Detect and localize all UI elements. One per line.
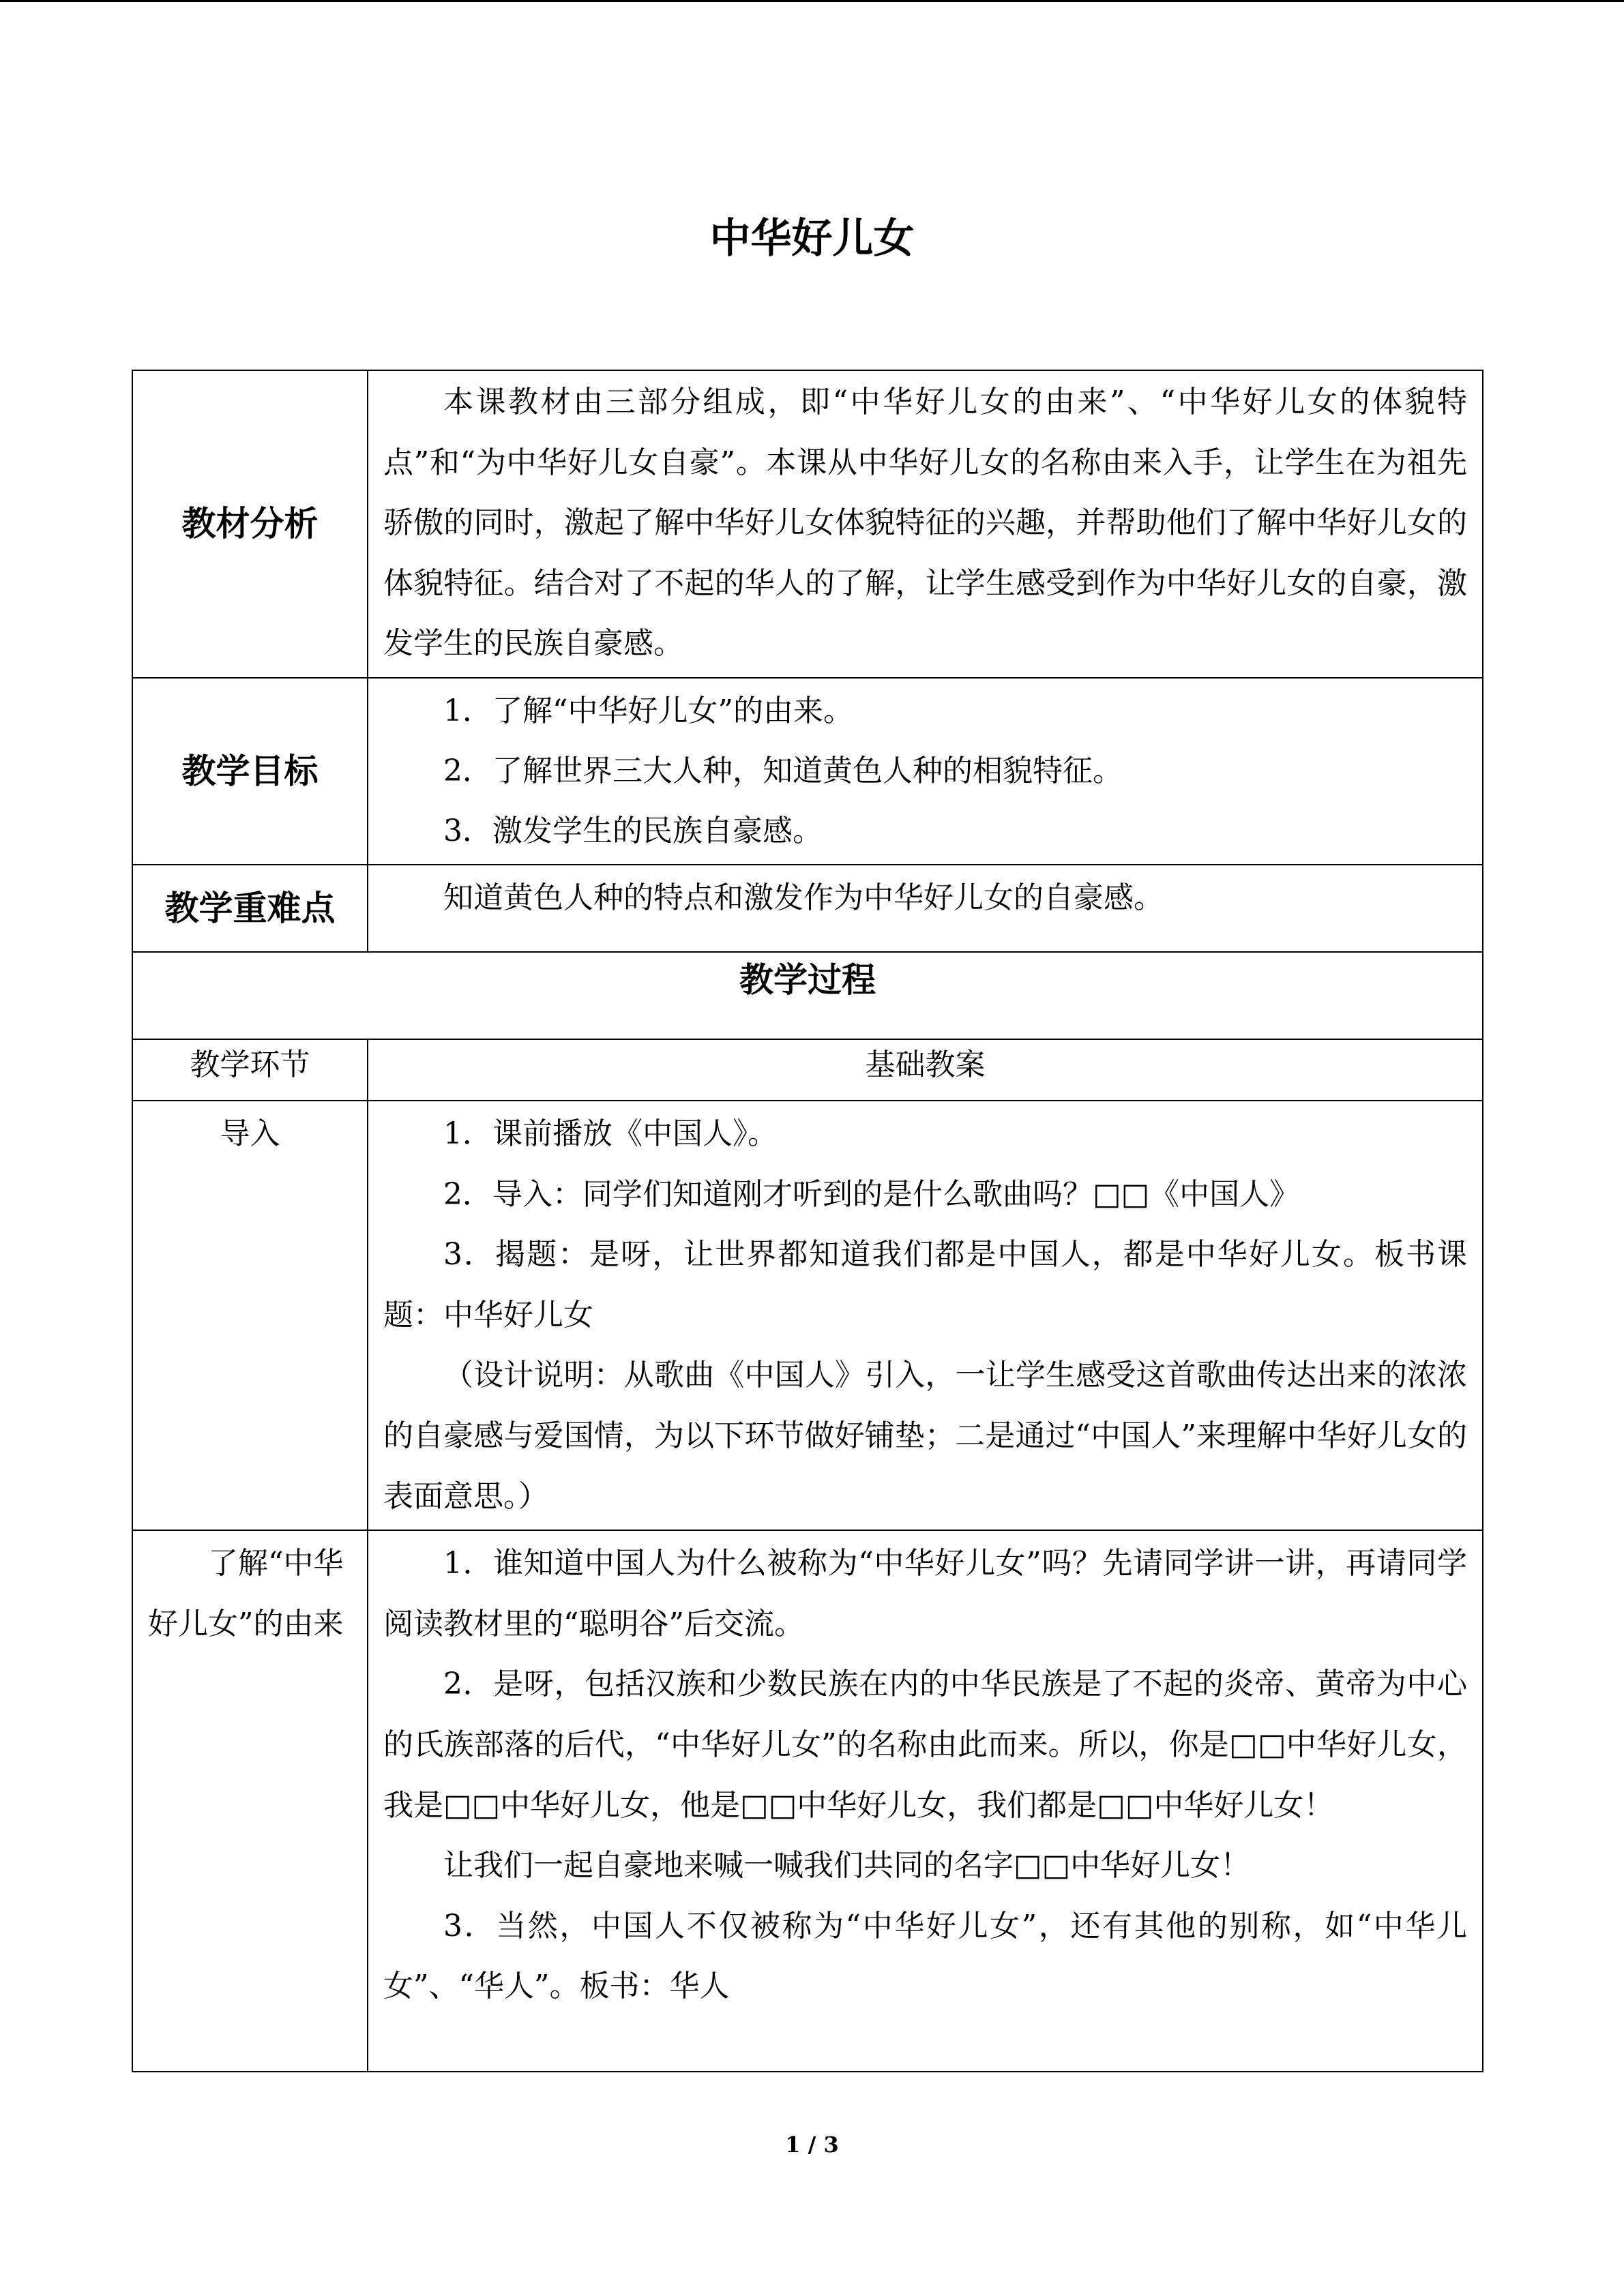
- row-process-title: [132, 952, 1483, 1039]
- row-stage-intro: [132, 1101, 1483, 1530]
- stage-paragraph: 2．导入：同学们知道刚才听到的是什么歌曲吗？□□《中国人》: [443, 1176, 1300, 1212]
- row-key-points: [132, 865, 1483, 952]
- stage-label-cell: [132, 1530, 368, 2072]
- lesson-plan-table: [132, 370, 1483, 2072]
- label-teaching-goals: 教学目标: [132, 678, 368, 865]
- stage-label: 导入: [220, 1116, 280, 1151]
- row-textbook-analysis: [132, 370, 1483, 678]
- stage-label-cell: [132, 1101, 368, 1530]
- label-key-points: 教学重难点: [132, 865, 368, 952]
- goal-item: 1．了解“中华好儿女”的由来。: [443, 693, 853, 728]
- content-teaching-goals: [368, 678, 1483, 865]
- row-process-header: [132, 1039, 1483, 1101]
- stage-paragraph: 3．揭题：是呀，让世界都知道我们都是中国人，都是中华好儿女。板书课题：中华好儿女: [383, 1237, 1467, 1332]
- header-plan: 基础教案: [368, 1039, 1483, 1101]
- key-points-paragraph: 知道黄色人种的特点和激发作为中华好儿女的自豪感。: [443, 880, 1164, 915]
- process-section-title: 教学过程: [132, 952, 1483, 1039]
- goal-item: 2．了解世界三大人种，知道黄色人种的相貌特征。: [443, 753, 1123, 788]
- header-stage: 教学环节: [132, 1039, 368, 1101]
- page-number: 1 / 3: [785, 2132, 839, 2158]
- stage-paragraph: 让我们一起自豪地来喊一喊我们共同的名字□□中华好儿女！: [443, 1848, 1251, 1883]
- label-textbook-analysis: 教材分析: [132, 370, 368, 678]
- stage-content-cell: [368, 1101, 1483, 1530]
- stage-paragraph: 1．课前播放《中国人》。: [443, 1116, 778, 1151]
- content-key-points: [368, 865, 1483, 952]
- goal-item: 3．激发学生的民族自豪感。: [443, 813, 823, 848]
- document-title: 中华好儿女: [709, 215, 915, 263]
- row-teaching-goals: [132, 678, 1483, 865]
- content-textbook-analysis: [368, 370, 1483, 678]
- stage-label: 了解“中华好儿女”的由来: [148, 1546, 344, 1641]
- stage-content-cell: [368, 1530, 1483, 2072]
- stage-paragraph: （设计说明：从歌曲《中国人》引入，一让学生感受这首歌曲传达出来的浓浓的自豪感与爱国情，为以下环节做好铺垫；二是通过“中国人”来理解中华好儿女的表面意思。）: [383, 1358, 1467, 1514]
- stage-paragraph: 2．是呀，包括汉族和少数民族在内的中华民族是了不起的炎帝、黄帝为中心的氏族部落的后代，“中华好儿女”的名称由此而来。所以，你是□□中华好儿女，我是□□中华好儿女，他是□□中华好儿女，我们都是□□中华好儿女！: [383, 1667, 1467, 1823]
- stage-paragraph: 3．当然，中国人不仅被称为“中华好儿女”，还有其他的别称，如“中华儿女”、“华人”。板书：华人: [383, 1908, 1467, 2004]
- top-border-rule: [0, 0, 1624, 2]
- analysis-paragraph: 本课教材由三部分组成，即“中华好儿女的由来”、“中华好儿女的体貌特点”和“为中华好儿女自豪”。本课从中华好儿女的名称由来入手，让学生在为祖先骄傲的同时，激起了解中华好儿女体貌特征的兴趣，并帮助他们了解中华好儿女的体貌特征。结合对了不起的华人的了解，让学生感受到作为中华好儿女的自豪，激发学生的民族自豪感。: [383, 385, 1467, 661]
- row-stage-origin: [132, 1530, 1483, 2072]
- stage-paragraph: 1．谁知道中国人为什么被称为“中华好儿女”吗？先请同学讲一讲，再请同学阅读教材里的“聪明谷”后交流。: [383, 1546, 1467, 1641]
